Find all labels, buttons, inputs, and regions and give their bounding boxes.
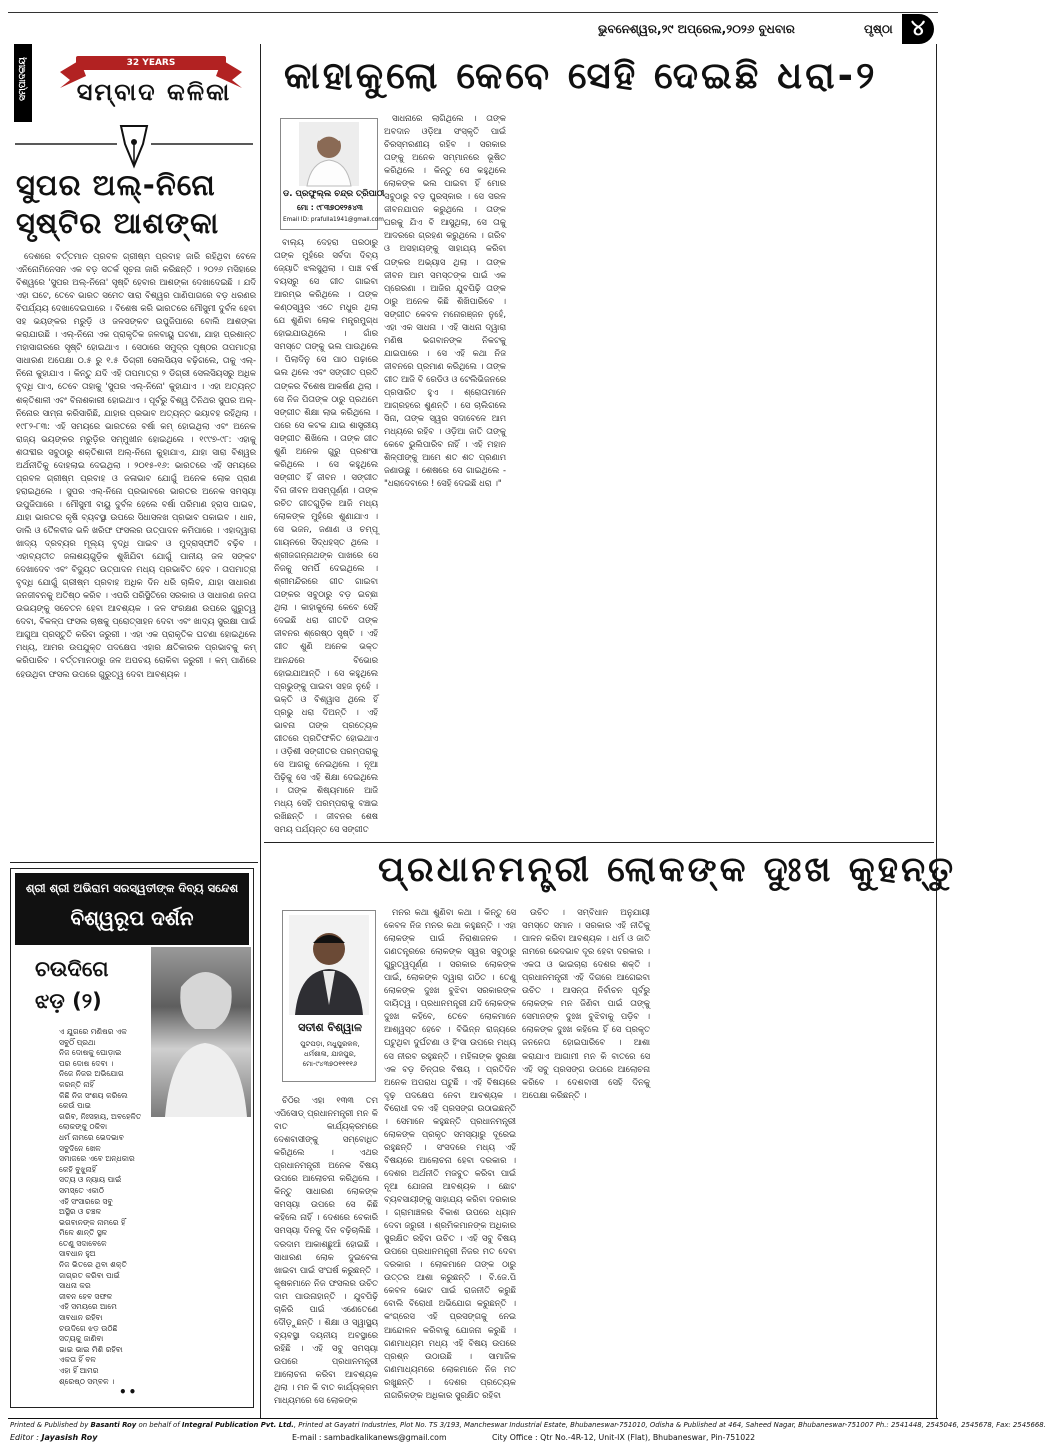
- article2-body-col1: [274, 1094, 378, 1414]
- poem-line: ପର ଦୋଷ ଦେବା ।: [59, 1058, 114, 1068]
- poem-line: ଏହା ହିଁ ଆମର: [59, 1366, 99, 1375]
- poem-line: ସତ୍ୟକୁ ଜାଣିବା: [59, 1334, 104, 1344]
- poem-box: [10, 868, 254, 1408]
- logo-text: ସମ୍ବାଦ କଳିକା: [76, 78, 232, 106]
- poem-line: ଜାଗ୍ରତ କରିବା ପାଇଁ: [59, 1270, 120, 1280]
- page-number: ୪: [910, 16, 926, 41]
- article1-author-name: ଡ. ପ୍ରଫୁଲ୍ଲ ଚନ୍ଦ୍ର ତ୍ରିପାଠୀ: [283, 189, 385, 199]
- poem-line: ସାବଧାନ ରହିବା: [59, 1313, 103, 1323]
- poem-line: ଭଗବାନଙ୍କ ନାମରେ ହିଁ: [59, 1217, 126, 1227]
- poem-line: ନିଜେ ନିଜର ଅଭିଯୋଗ: [59, 1069, 124, 1079]
- side-tag-box: [14, 44, 32, 122]
- article1-headline: କାହାକୁଲୋ କେବେ ସେହି ଦେଇଛି ଧରା-୨: [284, 54, 878, 97]
- poem-line: ନିଜ ଦୋଷକୁ ଘୋଡ଼ାଇ: [59, 1048, 122, 1058]
- poem-line: ତେଣୁ ସଦାବେଳେ: [59, 1238, 107, 1248]
- column-divider-left: [260, 44, 261, 1419]
- person-portrait-icon: [299, 122, 359, 186]
- footer-imprint: Printed & Published by Basanti Roy on behalf of Integral Publication Pvt. Ltd., Printed at Gayatri Industries, Plot No. TS 3/193, Mancheswar Industrial Estate, Bhubaneswar-751010, Odisha & Published at 464, Saheed Nagar, Bhubaneswar-751007 Ph.: 2541448, 2545046, 2545678, Fax: 2545668.: [10, 1421, 1046, 1429]
- poem-header-line1: ଶ୍ରୀ ଶ୍ରୀ ଅଭିରାମ ସରସ୍ୱତୀଙ୍କ ଦିବ୍ୟ ସନ୍ଦେଶ: [25, 881, 239, 895]
- footer-email: E-mail : sambadkalikanews@gmail.com: [292, 1433, 447, 1442]
- poem-line: ଲୋକଙ୍କୁ ଠକିବା: [59, 1122, 108, 1132]
- years-banner: 32 YEARS: [76, 56, 226, 70]
- article2-author-photo: [289, 915, 369, 1015]
- top-rule: [8, 12, 938, 13]
- poem-header-line2: ବିଶ୍ୱରୂପ ଦର୍ଶନ: [70, 906, 194, 930]
- article1-author-photo: [299, 122, 359, 186]
- poem-line: କିଛି ନିଜ ସଂଶୟ କରିଲେ: [59, 1090, 128, 1100]
- article2-body-col2: [384, 906, 516, 1414]
- poem-line: ସମାଜରେ ଏବେ ଅନ୍ଧକାର: [59, 1154, 135, 1164]
- poem-line: ମିଳେ ଶାନ୍ତି ସ୍ଥଳ: [59, 1228, 108, 1238]
- poem-line: ଭାଇ ଭାଇ ମିଶି ରହିବା: [59, 1344, 123, 1354]
- article1-author-email: Email ID: prafulla1941@gmail.com: [283, 217, 384, 223]
- poem-line: କରନ୍ତି ନାହିଁ: [59, 1079, 94, 1089]
- poem-end-mark: ••: [119, 1385, 139, 1399]
- paragraph: ସାଧନାରେ ଲାଗିଥିଲେ । ତାଙ୍କ ଅବଦାନ ଓଡ଼ିଆ ସଂସ୍କୃତି ପାଇଁ ଚିରସ୍ମରଣୀୟ ରହିବ । ସରକାର ତାଙ୍କୁ ଅନେକ ସମ୍ମାନରେ ଭୂଷିତ କରିଥିଲେ । କିନ୍ତୁ ସେ କହୁଥିଲେ ଲୋକଙ୍କ ଭଲ ପାଇବା ହିଁ ମୋର ସବୁଠାରୁ ବଡ଼ ପୁରସ୍କାର । ସେ ସରଳ ଜୀବନଯାପନ କରୁଥିଲେ । ତାଙ୍କ ଘରକୁ ଯିଏ ବି ଆସୁଥିଲା, ସେ ତାକୁ ଆଦରରେ ଗ୍ରହଣ କରୁଥିଲେ । ଗରିବ ଓ ଅସହାୟଙ୍କୁ ସାହାଯ୍ୟ କରିବା ତାଙ୍କର ଅଭ୍ୟାସ ଥିଲା । ତାଙ୍କ ଜୀବନ ଆମ ସମସ୍ତଙ୍କ ପାଇଁ ଏକ ପ୍ରେରଣା । ଆଜିର ଯୁବପିଢ଼ି ତାଙ୍କ ଠାରୁ ଅନେକ କିଛି ଶିଖିପାରିବେ । ସଙ୍ଗୀତ କେବଳ ମନୋରଞ୍ଜନ ନୁହେଁ, ଏହା ଏକ ସାଧନା । ଏହି ସାଧନା ଦ୍ୱାରା ମଣିଷ ଭଗବାନଙ୍କ ନିକଟକୁ ଯାଇପାରେ । ସେ ଏହି କଥା ନିଜ ଜୀବନରେ ପ୍ରମାଣ କରିଥିଲେ । ତାଙ୍କ ଗୀତ ଆଜି ବି ରେଡିଓ ଓ ଟେଲିଭିଜନରେ ପ୍ରସାରିତ ହୁଏ । ଶ୍ରୋତାମାନେ ଆଗ୍ରହରେ ଶୁଣନ୍ତି । ସେ ଚାଲିଗଲେ ସିନା, ତାଙ୍କ ସ୍ୱର ସଦାବେଳେ ଆମ ମଧ୍ୟରେ ରହିବ । ଓଡ଼ିଆ ଜାତି ତାଙ୍କୁ କେବେ ଭୁଲିପାରିବ ନାହିଁ । ଏହି ମହାନ ଶିଳ୍ପୀଙ୍କୁ ଆମେ ଶତ ଶତ ପ୍ରଣାମ ଜଣାଉଛୁ । ଶେଷରେ ସେ ଗାଇଥିଲେ - "ଧରାଦେବାରେ ! ସେହି ଦେଇଛି ଧରା ।": [384, 113, 506, 489]
- article1-body-col1: [274, 236, 378, 836]
- article1-body-col3: [512, 112, 634, 836]
- poem-line: କେହି ବୁଝୁନାହିଁ: [59, 1164, 97, 1174]
- article1-body-col5: [774, 112, 932, 836]
- dateline: ଭୁବନେଶ୍ୱର,୨୯ ଅପ୍ରେଲ,୨୦୨୬ ବୁଧବାର: [598, 22, 795, 36]
- poem-line: ଅସ୍ଥିର ଓ ଚଞ୍ଚଳ: [59, 1207, 102, 1217]
- article1-author-box: [280, 118, 385, 230]
- poem-line: କେଉଁ ପାଇ: [59, 1101, 91, 1111]
- poem-line: ଏକତା ହିଁ ବଳ: [59, 1355, 96, 1365]
- poem-title-1: ଚଉଦିଗେ: [35, 957, 109, 981]
- article2-body-col3: [522, 906, 650, 1414]
- poem-line: ଏହି ସଂସାରରେ ସବୁ: [59, 1196, 113, 1206]
- article2-body-col5: [790, 906, 932, 1414]
- logo: [36, 44, 254, 122]
- side-tag: ସମ୍ପାଦକୀୟ: [18, 57, 28, 101]
- poem-header: [15, 873, 249, 945]
- poem-line: ଏହି ସମୟରେ ଆମେ: [59, 1302, 117, 1312]
- editorial-headline-1: ସୁପର ଅଲ୍-ନିନୋ: [16, 168, 216, 202]
- person-portrait-icon: [289, 915, 369, 1015]
- column-divider-right: [936, 44, 937, 1419]
- article1-body-col2: [384, 112, 506, 836]
- article1-author-phone: ମୋ : ୯୮୩୭୦୧୨୫୪୩: [297, 203, 363, 212]
- poem-title-2: ଝଡ଼ (୨): [35, 989, 102, 1013]
- editorial-body: ଦେଶରେ ବର୍ତ୍ତମାନ ପ୍ରବଳ ଗ୍ରୀଷ୍ମ ପ୍ରବାହ ଜାରି ରହିଥିବା ବେଳେ ଏନିନୋମିନେସନ ଏକ ବଡ଼ ସତର୍କ ସୂଚନା ଜାରି କରିଛନ୍ତି । ୨୦୨୬ ମସିହାରେ ବିଶ୍ୱରେ 'ସୁପର ଅଲ୍-ନିନୋ' ସୃଷ୍ଟି ହେବାର ଆଶଙ୍କା ଦେଖାଦେଇଛି । ଯଦି ଏହା ଘଟେ, ତେବେ ଭାରତ ସମେତ ସାରା ବିଶ୍ୱର ପାଣିପାଗରେ ବଡ଼ ଧରଣର ବିପର୍ଯ୍ୟୟ ଦେଖାଦେଇପାରେ । ବିଶେଷ କରି ଭାରତରେ ମୌସୁମୀ ଦୁର୍ବଳ ହେବା ସହ ଭୟଙ୍କର ମରୁଡ଼ି ଓ ଜଳସଙ୍କଟ ଉପୁଜିପାରେ ବୋଲି ଆଶଙ୍କା କରାଯାଉଛି । ଏଲ୍-ନିନୋ ଏକ ପ୍ରାକୃତିକ ଜଳବାୟୁ ଘଟଣା, ଯାହା ପ୍ରଶାନ୍ତ ମହାସାଗରରେ ସୃଷ୍ଟି ହୋଇଥାଏ । ସେଠାରେ ସମୁଦ୍ର ପୃଷ୍ଠର ତାପମାତ୍ରା ସାଧାରଣ ଅପେକ୍ଷା ୦.୫ ରୁ ୧.୫ ଡିଗ୍ରୀ ସେଲସିୟସ ବଢ଼ିଗଲେ, ତାକୁ ଏଲ୍-ନିନୋ କୁହାଯାଏ । କିନ୍ତୁ ଯଦି ଏହି ତାପମାତ୍ରା ୨ ଡିଗ୍ରୀ ସେଲସିୟସରୁ ଅଧିକ ବୃଦ୍ଧି ପାଏ, ତେବେ ତାହାକୁ 'ସୁପର ଏଲ୍-ନିନୋ' କୁହାଯାଏ । ଏହା ଅତ୍ୟନ୍ତ ଶକ୍ତିଶାଳୀ ଏବଂ ବିନାଶକାରୀ ହୋଇଥାଏ । ପୂର୍ବରୁ ବିଶ୍ୱ ତିନିଥର ସୁପର ଅଲ୍-ନିନୋର ସାମ୍ନା କରିସାରିଛି, ଯାହାର ପ୍ରଭାବ ଅତ୍ୟନ୍ତ ଭୟାବହ ରହିଥିଲା । ୧୯୮୨-୮୩: ଏହି ସମୟରେ ଭାରତରେ ବର୍ଷା କମ୍ ହୋଇଥିଲା ଏବଂ ଅନେକ ରାଜ୍ୟ ଭୟଙ୍କର ମରୁଡ଼ିର ସମ୍ମୁଖୀନ ହୋଇଥିଲେ । ୧୯୯୭-୯୮: ଏହାକୁ ଶତାବ୍ଦୀର ସବୁଠାରୁ ଶକ୍ତିଶାଳୀ ଅଲ୍-ନିନୋ କୁହାଯାଏ, ଯାହା ସାରା ବିଶ୍ୱର ଅର୍ଥନୀତିକୁ ଦୋହଲାଇ ଦେଇଥିଲା । ୨୦୧୫-୧୬: ଭାରତରେ ଏହି ସମୟରେ ପ୍ରବଳ ଗ୍ରୀଷ୍ମ ପ୍ରବାହ ଓ ଜଳାଭାବ ଯୋଗୁଁ ଅନେକ ଲୋକ ପ୍ରାଣ ହରାଇଥିଲେ । ସୁପର ଏଲ୍-ନିନୋ ପ୍ରଭାବରେ ଭାରତର ଅନେକ ସମସ୍ୟା ଉପୁଜିପାରେ । ମୌସୁମୀ ବାୟୁ ଦୁର୍ବଳ ହେଲେ ବର୍ଷା ପରିମାଣ ହ୍ରାସ ପାଇବ, ଯାହା ଭାରତର କୃଷି ବ୍ୟବସ୍ଥା ଉପରେ ସିଧାସଳଖ ପ୍ରଭାବ ପକାଇବ । ଧାନ, ଡାଲି ଓ ତୈଳବୀଜ ଭଳି ଖରିଫ ଫସଲର ଉତ୍ପାଦନ କମିପାରେ । ଏହାଦ୍ୱାରା ଖାଦ୍ୟ ଦ୍ରବ୍ୟର ମୂଲ୍ୟ ବୃଦ୍ଧି ପାଇବ ଓ ମୁଦ୍ରାସ୍ଫୀତି ବଢ଼ିବ । ଏହାବ୍ୟତୀତ ଜଳାଶୟଗୁଡ଼ିକ ଶୁଖିଯିବା ଯୋଗୁଁ ପାନୀୟ ଜଳ ସଙ୍କଟ ଦେଖାଦେବ ଏବଂ ବିଦ୍ୟୁତ ଉତ୍ପାଦନ ମଧ୍ୟ ପ୍ରଭାବିତ ହେବ । ତାପମାତ୍ରା ବୃଦ୍ଧି ଯୋଗୁଁ ଗ୍ରୀଷ୍ମ ପ୍ରବାହ ଅଧିକ ଦିନ ଧରି ଚାଲିବ, ଯାହା ସାଧାରଣ ଜନଜୀବନକୁ ଅତିଷ୍ଠ କରିବ । ଏପରି ପରିସ୍ଥିତିରେ ସରକାର ଓ ସାଧାରଣ ଜନତା ଉଭୟଙ୍କୁ ସଚେତନ ହେବା ଆବଶ୍ୟକ । ଜଳ ସଂରକ୍ଷଣ ଉପରେ ଗୁରୁତ୍ୱ ଦେବା, ବିକଳ୍ପ ଫସଲ ଚାଷକୁ ପ୍ରୋତ୍ସାହନ ଦେବା ଏବଂ ଖାଦ୍ୟ ସୁରକ୍ଷା ପାଇଁ ଆଗୁଆ ପ୍ରସ୍ତୁତି କରିବା ଜରୁରୀ । ଏହା ଏକ ପ୍ରାକୃତିକ ଘଟଣା ହୋଇଥିଲେ ମଧ୍ୟ, ଆମର ଉପଯୁକ୍ତ ପଦକ୍ଷେପ ଏହାର କ୍ଷତିକାରକ ପ୍ରଭାବକୁ କମ୍ କରିପାରିବ । ବର୍ତ୍ତମାନଠାରୁ ଜଳ ଅପଚୟ ରୋକିବା ଜରୁରୀ । କମ୍ ପାଣିରେ ହେଉଥିବା ଫସଲ ଉପରେ ଗୁରୁତ୍ୱ ଦେବା ଆବଶ୍ୟକ ।: [16, 251, 256, 679]
- page-number-badge: [902, 14, 934, 44]
- paragraph: ମନର କଥା ଶୁଣିବା କଥା । କିନ୍ତୁ ସେ କେବଳ ନିଜ ମନର କଥା କହୁଛନ୍ତି । ଏହା ଲୋକଙ୍କ ପାଇଁ ନିରାଶାଜନକ । ଗଣତନ୍ତ୍ରରେ ଲୋକଙ୍କ ସ୍ୱର ସବୁଠାରୁ ଗୁରୁତ୍ୱପୂର୍ଣ୍ଣ । ସରକାର ଲୋକଙ୍କ ପାଇଁ, ଲୋକଙ୍କ ଦ୍ୱାରା ଗଠିତ । ତେଣୁ ଲୋକଙ୍କ ଦୁଃଖ ବୁଝିବା ସରକାରଙ୍କ ଦାୟିତ୍ୱ । ପ୍ରଧାନମନ୍ତ୍ରୀ ଯଦି ଲୋକଙ୍କ ଦୁଃଖ କହିବେ, ତେବେ ଲୋକମାନେ ଆଶ୍ୱସ୍ତ ହେବେ । ବିଭିନ୍ନ ରାଜ୍ୟରେ ଘଟୁଥିବା ଦୁର୍ଘଟଣା ଓ ହିଂସା ଉପରେ ମଧ୍ୟ ସେ ନୀରବ ରହୁଛନ୍ତି । ମହିଳାଙ୍କ ସୁରକ୍ଷା ଏକ ବଡ଼ ଚିନ୍ତାର ବିଷୟ । ପ୍ରତିଦିନ ଅନେକ ଅପରାଧ ଘଟୁଛି । ଏହି ବିଷୟରେ ଦୃଢ଼ ପଦକ୍ଷେପ ନେବା ଆବଶ୍ୟକ । ବିରୋଧୀ ଦଳ ଏହି ପ୍ରସଙ୍ଗ ଉଠାଇଛନ୍ତି । ସେମାନେ କହୁଛନ୍ତି ପ୍ରଧାନମନ୍ତ୍ରୀ ଲୋକଙ୍କ ପ୍ରକୃତ ସମସ୍ୟାରୁ ଦୂରେଇ ରହୁଛନ୍ତି । ସଂସଦରେ ମଧ୍ୟ ଏହି ବିଷୟରେ ଆଲୋଚନା ହେବା ଦରକାର । ଦେଶର ଅର୍ଥନୀତି ମଜବୁତ କରିବା ପାଇଁ ନୂଆ ଯୋଜନା ଆବଶ୍ୟକ । ଛୋଟ ବ୍ୟବସାୟୀଙ୍କୁ ସାହାଯ୍ୟ କରିବା ଦରକାର । ଗ୍ରାମାଞ୍ଚଳର ବିକାଶ ଉପରେ ଧ୍ୟାନ ଦେବା ଜରୁରୀ । ଶ୍ରମିକମାନଙ୍କ ଅଧିକାର ସୁରକ୍ଷିତ ରହିବା ଉଚିତ । ଏହି ସବୁ ବିଷୟ ଉପରେ ପ୍ରଧାନମନ୍ତ୍ରୀ ନିଜର ମତ ଦେବା ଦରକାର । ଲୋକମାନେ ତାଙ୍କ ଠାରୁ ଉତ୍ତର ଆଶା କରୁଛନ୍ତି । ବି.ଜେ.ପି କେବଳ ଭୋଟ ପାଇଁ ରାଜନୀତି କରୁଛି ବୋଲି ବିରୋଧୀ ଅଭିଯୋଗ କରୁଛନ୍ତି । କଂଗ୍ରେସ ଏହି ପ୍ରସଙ୍ଗକୁ ନେଇ ଆନ୍ଦୋଳନ କରିବାକୁ ଯୋଜନା କରୁଛି । ଗଣମାଧ୍ୟମ ମଧ୍ୟ ଏହି ବିଷୟ ଉପରେ ପ୍ରଶ୍ନ ଉଠାଉଛି । ସାମାଜିକ ଗଣମାଧ୍ୟମରେ ଲୋକମାନେ ନିଜ ମତ ରଖୁଛନ୍ତି । ଦେଶର ପ୍ରତ୍ୟେକ ନାଗରିକଙ୍କ ଅଧିକାର ସୁରକ୍ଷିତ ରହିବା: [384, 907, 516, 1400]
- pen-nib-icon: [15, 122, 253, 170]
- paragraph: ବାଲ୍ୟ ଦେହରା ପରଠାରୁ ତାଙ୍କ ମୁହଁରେ ସର୍ବଦା ଦିବ୍ୟ ଜ୍ୟୋତି ଝଲସୁଥିଲା । ପାଞ୍ଚ ବର୍ଷ ବୟସରୁ ସେ ଗୀତ ଗାଇବା ଆରମ୍ଭ କରିଥିଲେ । ତାଙ୍କ କଣ୍ଠସ୍ୱର ଏତେ ମଧୁର ଥିଲା ଯେ ଶୁଣିବା ଲୋକ ମନ୍ତ୍ରମୁଗ୍ଧ ହୋଇଯାଉଥିଲେ । ଗାଁର ସମସ୍ତେ ତାଙ୍କୁ ଭଲ ପାଉଥିଲେ । ପିଲାଦିନୁ ସେ ପାଠ ପଢ଼ାରେ ଭଲ ଥିଲେ ଏବଂ ସଙ୍ଗୀତ ପ୍ରତି ତାଙ୍କର ବିଶେଷ ଆକର୍ଷଣ ଥିଲା । ସେ ନିଜ ପିତାଙ୍କ ଠାରୁ ପ୍ରଥମେ ସଙ୍ଗୀତ ଶିକ୍ଷା ଲାଭ କରିଥିଲେ । ପରେ ସେ କଟକ ଯାଇ ଶାସ୍ତ୍ରୀୟ ସଙ୍ଗୀତ ଶିଖିଲେ । ତାଙ୍କ ଗୀତ ଶୁଣି ଅନେକ ଗୁରୁ ପ୍ରଶଂସା କରିଥିଲେ । ସେ କହୁଥିଲେ ସଙ୍ଗୀତ ହିଁ ଜୀବନ । ସଙ୍ଗୀତ ବିନା ଜୀବନ ଅସମ୍ପୂର୍ଣ୍ଣ । ତାଙ୍କ ରଚିତ ଗୀତଗୁଡ଼ିକ ଆଜି ମଧ୍ୟ ଲୋକଙ୍କ ମୁହଁରେ ଶୁଣାଯାଏ । ସେ ଭଜନ, ଜଣାଣ ଓ ଚମ୍ପୂ ଗାୟନରେ ସିଦ୍ଧହସ୍ତ ଥିଲେ । ଶ୍ରୀଜଗନ୍ନାଥଙ୍କ ପାଖରେ ସେ ନିଜକୁ ସମର୍ପି ଦେଇଥିଲେ । ଶ୍ରୀମନ୍ଦିରରେ ଗୀତ ଗାଇବା ତାଙ୍କର ସବୁଠାରୁ ବଡ଼ ଇଚ୍ଛା ଥିଲା । କାହାକୁଲୋ କେବେ ସେହି ଦେଇଛି ଧରା ଗୀତଟି ତାଙ୍କ ଜୀବନର ଶ୍ରେଷ୍ଠ ସୃଷ୍ଟି । ଏହି ଗୀତ ଶୁଣି ଅନେକ ଭକ୍ତ ଆନନ୍ଦରେ ବିଭୋର ହୋଇଯାଆନ୍ତି । ସେ କହୁଥିଲେ ପ୍ରଭୁଙ୍କୁ ପାଇବା ସହଜ ନୁହେଁ । ଭକ୍ତି ଓ ବିଶ୍ୱାସ ଥିଲେ ହିଁ ପ୍ରଭୁ ଧରା ଦିଅନ୍ତି । ଏହି ଭାବନା ତାଙ୍କ ପ୍ରତ୍ୟେକ ଗୀତରେ ପ୍ରତିଫଳିତ ହୋଇଥାଏ । ଓଡ଼ିଶୀ ସଙ୍ଗୀତର ପରମ୍ପରାକୁ ସେ ଆଗକୁ ନେଇଥିଲେ । ନୂଆ ପିଢ଼ିକୁ ସେ ଏହି ଶିକ୍ଷା ଦେଇଥିଲେ । ତାଙ୍କ ଶିଷ୍ୟମାନେ ଆଜି ମଧ୍ୟ ସେହି ପରମ୍ପରାକୁ ବଞ୍ଚାଇ ରଖିଛନ୍ତି । ଜୀବନର ଶେଷ ସମୟ ପର୍ଯ୍ୟନ୍ତ ସେ ସଙ୍ଗୀତ: [274, 237, 378, 835]
- editorial-headline-2: ସୃଷ୍ଟିର ଆଶଙ୍କା: [16, 206, 220, 240]
- page-label: ପୃଷ୍ଠା: [864, 22, 893, 36]
- editorial-bottom-rule: [10, 862, 258, 863]
- article-separator: [264, 842, 934, 843]
- poem-line: ସବୁଦିନେ ଖେଳ: [59, 1143, 101, 1153]
- poem-line: ନିଜ ଭିତରେ ଥିବା ଶକ୍ତି: [59, 1260, 127, 1270]
- poem-line: ସତ୍ୟ ଓ ନ୍ୟାୟ ପାଇଁ: [59, 1175, 122, 1185]
- paragraph: ଉଚିତ । ସମ୍ବିଧାନ ଅନୁଯାୟୀ ସମସ୍ତେ ସମାନ । ସରକାର ଏହି ନୀତିକୁ ପାଳନ କରିବା ଆବଶ୍ୟକ । ଧର୍ମ ଓ ଜାତି ନାମରେ ଭେଦଭାବ ଦୂର ହେବା ଦରକାର । ଏକତା ଓ ଭାଇଚାରା ଦେଶର ଶକ୍ତି । ପ୍ରଧାନମନ୍ତ୍ରୀ ଏହି ଦିଗରେ ଆଗେଇବା ଉଚିତ । ଆସନ୍ତା ନିର୍ବାଚନ ପୂର୍ବରୁ ଲୋକଙ୍କ ମନ ଜିଣିବା ପାଇଁ ତାଙ୍କୁ ସେମାନଙ୍କ ଦୁଃଖ ବୁଝିବାକୁ ପଡ଼ିବ । ଲୋକଙ୍କ ଦୁଃଖ କହିଲେ ହିଁ ସେ ପ୍ରକୃତ ଜନନେତା ହୋଇପାରିବେ । ଆଶା କରାଯାଏ ଆଗାମୀ ମନ କି ବାତରେ ସେ ଏହି ସବୁ ପ୍ରସଙ୍ଗ ଉପରେ ଆଲୋଚନା କରିବେ । ଦେଶବାସୀ ସେହି ଦିନକୁ ଅପେକ୍ଷା କରିଛନ୍ତି ।: [522, 907, 650, 1100]
- footer-editor: Editor : Jayasish Roy: [10, 1433, 98, 1442]
- article2-author-name: ସତୀଶ ବିଶ୍ୱାଳ: [298, 1021, 362, 1034]
- footer-rule: [8, 1418, 938, 1419]
- poem-line: ଗରିବ, ନିଃସହାୟ, ଅବହେଳିତ: [59, 1111, 142, 1121]
- poem-line: ସବୁଠିଁ ପ୍ରଥା: [59, 1037, 96, 1047]
- article2-headline: ପ୍ରଧାନମନ୍ତ୍ରୀ ଲୋକଙ୍କ ଦୁଃଖ କୁହନ୍ତୁ: [378, 850, 957, 890]
- poem-line: ସମସ୍ତେ ଏକାଠି: [59, 1185, 104, 1195]
- poem-lines: [59, 1027, 199, 1387]
- article2-author-box: [282, 910, 376, 1082]
- poem-line: ସାଧନା କର: [59, 1281, 91, 1291]
- article1-body-col4: [640, 112, 768, 836]
- poem-line: ଶ୍ରେଷ୍ଠ ସମ୍ବଳ ।: [59, 1376, 115, 1386]
- footer-city-office: City Office : Qtr No.-4R-12, Unit-IX (Flat), Bhubaneswar, Pin-751022: [492, 1433, 756, 1442]
- poem-line: ଧର୍ମ ନାମରେ ଭେଦଭାବ: [59, 1132, 124, 1142]
- article2-body-col4: [656, 906, 784, 1414]
- article2-author-address: ପୁଟପଡ଼ା, ମଧୁପୁରକଳ, ଧର୍ମଶାଳା, ଯାଜପୁର, ମୋ-୯୪୩୭୦୧୧୧୧୬: [300, 1040, 360, 1068]
- poem-line: ସାବଧାନ ହୁଅ: [59, 1249, 96, 1259]
- paragraph: ଚିଠିର ଏହା ୧୩୩ ତମ ଏପିସୋଡ୍ ପ୍ରଧାନମନ୍ତ୍ରୀ ମନ କି ବାତ କାର୍ଯ୍ୟକ୍ରମରେ ଦେଶବାସୀଙ୍କୁ ସମ୍ବୋଧିତ କରିଥିଲେ । ଏଥର ପ୍ରଧାନମନ୍ତ୍ରୀ ଅନେକ ବିଷୟ ଉପରେ ଆଲୋଚନା କରିଥିଲେ । କିନ୍ତୁ ସାଧାରଣ ଲୋକଙ୍କ ସମସ୍ୟା ଉପରେ ସେ କିଛି କହିଲେ ନାହିଁ । ଦେଶରେ ବେକାରି ସମସ୍ୟା ଦିନକୁ ଦିନ ବଢ଼ିଚାଲିଛି । ଦରଦାମ ଆକାଶଛୁଆଁ ହୋଇଛି । ସାଧାରଣ ଲୋକ ଦୁଇବେଳା ଖାଇବା ପାଇଁ ସଂଘର୍ଷ କରୁଛନ୍ତି । କୃଷକମାନେ ନିଜ ଫସଲର ଉଚିତ ଦାମ ପାଉନାହାନ୍ତି । ଯୁବପିଢ଼ି ଚାକିରି ପାଇଁ ଏଣେତେଣେ ଦୌଡ଼ୁଛନ୍ତି । ଶିକ୍ଷା ଓ ସ୍ୱାସ୍ଥ୍ୟ ବ୍ୟବସ୍ଥା ଦୟନୀୟ ଅବସ୍ଥାରେ ରହିଛି । ଏହି ସବୁ ସମସ୍ୟା ଉପରେ ପ୍ରଧାନମନ୍ତ୍ରୀ ଆଲୋଚନା କରିବା ଆବଶ୍ୟକ ଥିଲା । ମନ କି ବାତ କାର୍ଯ୍ୟକ୍ରମ ମାଧ୍ୟମରେ ସେ ଲୋକଙ୍କ: [274, 1095, 378, 1406]
- poem-line: ଜୀବନ ହେବ ସଫଳ: [59, 1291, 113, 1301]
- poem-line: ଚଉଦିଗେ ଝଡ଼ ଉଠିଛି: [59, 1323, 118, 1333]
- poem-line: ଏ ଯୁଗରେ ମଣିଷର ଏକ: [59, 1027, 127, 1036]
